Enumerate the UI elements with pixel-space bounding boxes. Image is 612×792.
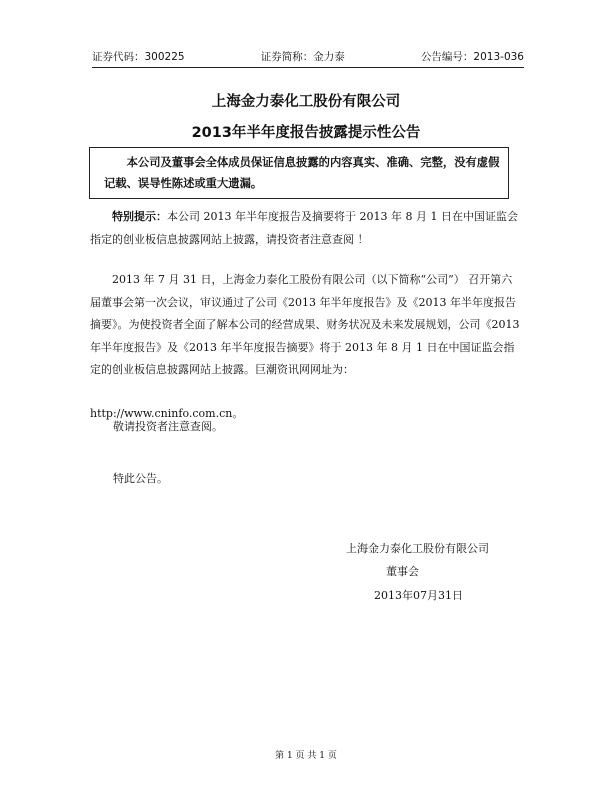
special-hint-label: 特别提示： <box>112 210 167 223</box>
company-title: 上海金力泰化工股份有限公司 <box>211 94 401 110</box>
notice-number: 公告编号：2013-036 <box>420 51 524 63</box>
body-paragraph: 2013 年 7 月 31 日，上海金力泰化工股份有限公司（以下简称“公司”） 召开第六届董事会第一次会议，审议通过了公司《2013 年半年度报告》及《2013 年半年度报告摘要》。为使投资者全面了解本公司的经营成果、财务状况及未来发展规划，公司《2013 年半年度报告》及《2013 年半年度报告摘要》将于 2013 年 8 月 1 日在中国证监会指定的创业板信息披露网站上披露。巨潮资讯网网址为： <box>90 273 520 376</box>
special-hint-text: 本公司 2013 年半年度报告及摘要将于 2013 年 8 月 1 日在中国证监会指定的创业板信息披露网站上披露，请投资者注意查阅 ！ <box>90 210 518 246</box>
signature-board: 董事会 <box>386 565 419 578</box>
website-url: http://www.cninfo.com.cn。 <box>90 407 244 420</box>
closing-reminder: 敬请投资者注意查阅。 <box>113 420 223 433</box>
notice-title: 2013年半年度报告披露提示性公告 <box>191 125 421 141</box>
signature-company: 上海金力泰化工股份有限公司 <box>346 542 489 555</box>
disclosure-statement: 本公司及董事会全体成员保证信息披露的内容真实、准确、完整，没有虚假记载、误导性陈述或重大遗漏。 <box>104 156 500 190</box>
closing-announcement: 特此公告。 <box>113 472 168 485</box>
disclosure-statement-box <box>89 147 509 199</box>
stock-code: 证券代码：300225 <box>92 51 185 63</box>
page-footer: 第 1 页 共 1 页 <box>275 751 337 761</box>
stock-short-name: 证券简称：金力泰 <box>260 51 345 63</box>
signature-date: 2013年07月31日 <box>374 589 463 602</box>
page-header <box>92 49 524 68</box>
special-hint-paragraph <box>90 206 520 251</box>
